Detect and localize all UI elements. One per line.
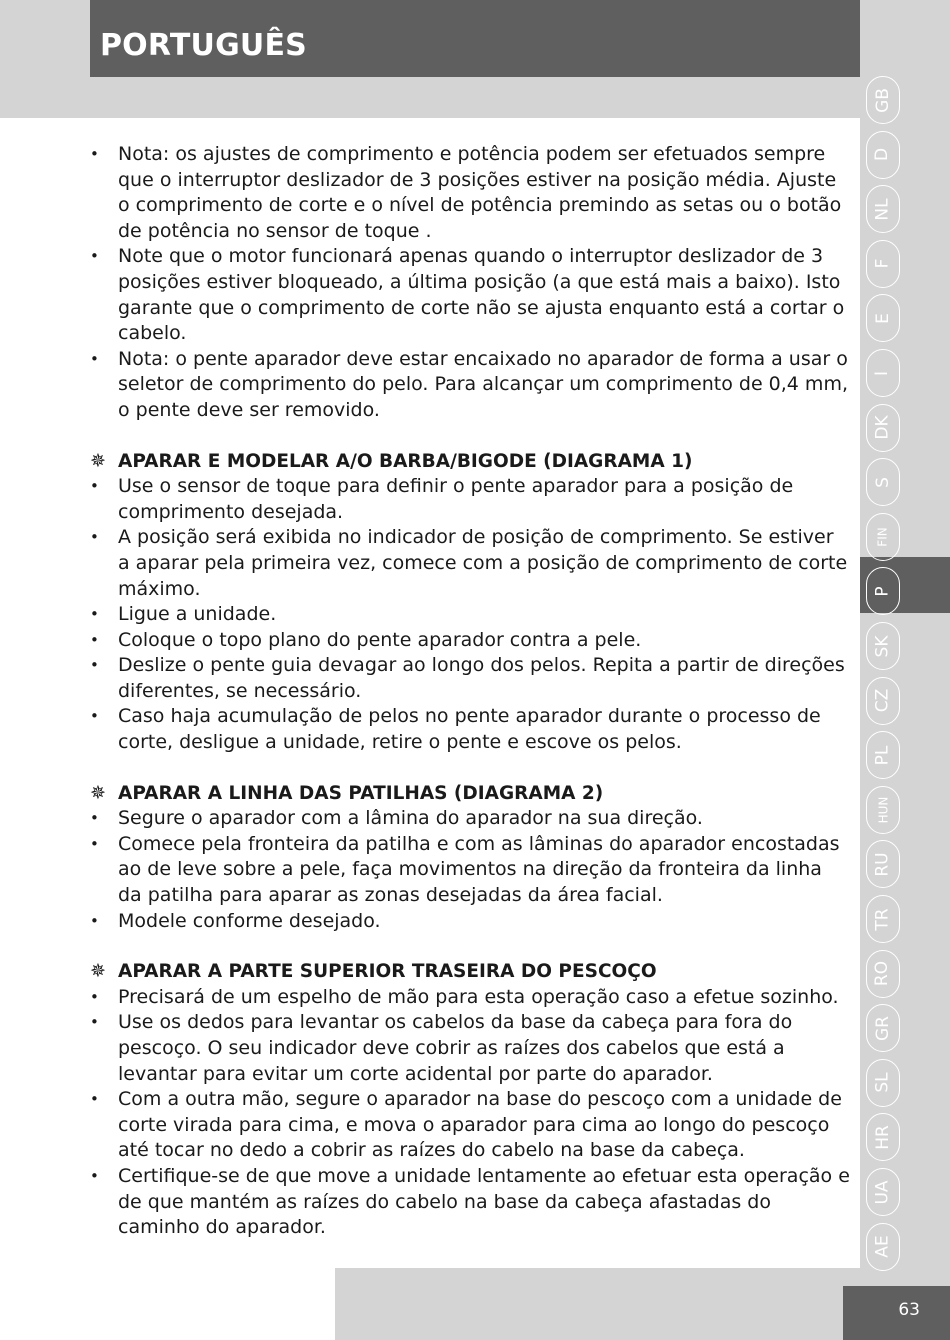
language-tab-label: D <box>872 148 893 162</box>
language-tab-label: SK <box>872 635 893 657</box>
section-heading <box>90 959 850 985</box>
language-tab-label: NL <box>872 198 893 221</box>
bullet-item: • Ligue a unidade. <box>90 602 850 628</box>
language-tab-label: FIN <box>875 527 890 547</box>
section-heading-text: APARAR E MODELAR A/O BARBA/BIGODE (DIAGRAMA 1) <box>118 450 693 472</box>
language-tab-e[interactable] <box>866 294 900 342</box>
language-tab-label: S <box>872 476 893 488</box>
bullet-item: • Nota: o pente aparador deve estar encaixado no aparador de forma a usar o seletor de comprimento do pelo. Para alcançar um comprimento de 0,4 mm, o pente deve ser removido. <box>90 347 850 424</box>
sun-icon: ✵ <box>90 449 106 472</box>
bullet-item: • Caso haja acumulação de pelos no pente aparador durante o processo de corte, desligue a unidade, retire o pente e escove os pelos. <box>90 704 850 755</box>
language-tab-label: CZ <box>872 688 893 713</box>
language-tab-i[interactable] <box>866 349 900 397</box>
language-tab-nl[interactable] <box>866 185 900 233</box>
bullet-item: • Modele conforme desejado. <box>90 909 850 935</box>
bullet-item: • Certifique-se de que move a unidade lentamente ao efetuar esta operação e de que mantém as raízes do cabelo na base da cabeça afastadas do caminho do aparador. <box>90 1164 850 1241</box>
bullet-item: • Deslize o pente guia devagar ao longo dos pelos. Repita a partir de direções diferentes, se necessário. <box>90 653 850 704</box>
page-number-box <box>843 1286 950 1340</box>
bullet-item: • Segure o aparador com a lâmina do aparador na sua direção. <box>90 806 850 832</box>
language-tab-ua[interactable] <box>866 1168 900 1216</box>
sun-icon: ✵ <box>90 781 106 804</box>
section <box>90 959 850 1241</box>
language-tab-label: E <box>872 313 893 324</box>
bullet-item: • Note que o motor funcionará apenas quando o interruptor deslizador de 3 posições estiver bloqueado, a última posição (a que está mais a baixo). Isto garante que o comprimento de corte não se ajusta enquanto está a cortar o cabelo. <box>90 244 850 346</box>
language-tab-label: DK <box>872 415 893 440</box>
language-tab-ru[interactable] <box>866 840 900 888</box>
language-tab-tr[interactable] <box>866 895 900 943</box>
language-tab-label: P <box>872 586 893 597</box>
language-tab-gr[interactable] <box>866 1004 900 1052</box>
language-tab-fin[interactable] <box>866 513 900 561</box>
section-heading-text: APARAR A LINHA DAS PATILHAS (DIAGRAMA 2) <box>118 782 604 804</box>
section <box>90 781 850 935</box>
section-bullets <box>90 806 850 934</box>
language-tab-label: UA <box>872 1179 893 1205</box>
language-tab-s[interactable] <box>866 458 900 506</box>
section-heading-text: APARAR A PARTE SUPERIOR TRASEIRA DO PESCOÇO <box>118 961 657 983</box>
section-heading <box>90 781 850 807</box>
bullet-item: • Com a outra mão, segure o aparador na base do pescoço com a unidade de corte virada para cima, e mova o aparador para cima ao longo do pescoço até tocar no dedo a cobrir as raízes do cabelo na base da cabeça. <box>90 1087 850 1164</box>
language-tab-ae[interactable] <box>866 1223 900 1271</box>
language-tab-ro[interactable] <box>866 950 900 998</box>
language-tab-label: GB <box>872 87 893 113</box>
language-tab-label: I <box>872 370 893 376</box>
bullet-item: • A posição será exibida no indicador de posição de comprimento. Se estiver a aparar pela primeira vez, comece com a posição de comprimento de corte máximo. <box>90 525 850 602</box>
bullet-item: • Comece pela fronteira da patilha e com as lâminas do aparador encostadas ao de leve sobre a pele, faça movimentos na direção da fronteira da linha da patilha para aparar as zonas desejadas da área facial. <box>90 832 850 909</box>
language-tab-label: RU <box>872 852 893 877</box>
page-number: 63 <box>898 1300 920 1320</box>
language-tab-cz[interactable] <box>866 677 900 725</box>
language-tab-label: GR <box>872 1015 893 1041</box>
section <box>90 449 850 756</box>
page-title: PORTUGUÊS <box>100 28 307 63</box>
language-tab-label: F <box>872 258 893 269</box>
language-tab-dk[interactable] <box>866 404 900 452</box>
bullet-item: • Use o sensor de toque para definir o pente aparador para a posição de comprimento desejada. <box>90 474 850 525</box>
language-tab-d[interactable] <box>866 131 900 179</box>
language-tabs <box>862 72 906 1288</box>
bullet-item: • Coloque o topo plano do pente aparador contra a pele. <box>90 628 850 654</box>
language-tab-label: TR <box>872 907 893 931</box>
section-bullets <box>90 474 850 756</box>
language-tab-label: AE <box>872 1235 893 1258</box>
language-tab-gb[interactable] <box>866 76 900 124</box>
language-tab-sk[interactable] <box>866 622 900 670</box>
section-bullets <box>90 985 850 1241</box>
intro-notes <box>90 142 850 424</box>
language-tab-p[interactable] <box>866 567 900 615</box>
manual-content <box>90 142 850 1241</box>
section-heading <box>90 449 850 475</box>
language-tab-label: PL <box>872 745 893 766</box>
bullet-item: • Precisará de um espelho de mão para esta operação caso a efetue sozinho. <box>90 985 850 1011</box>
language-tab-label: HR <box>872 1125 893 1150</box>
language-tab-label: RO <box>872 960 893 987</box>
language-tab-label: HUN <box>875 796 890 824</box>
language-tab-sl[interactable] <box>866 1059 900 1107</box>
bullet-item: • Nota: os ajustes de comprimento e potência podem ser efetuados sempre que o interruptor deslizador de 3 posições estiver na posição média. Ajuste o comprimento de corte e o nível de potência premindo as setas ou o botão de potência no sensor de toque . <box>90 142 850 244</box>
language-tab-hun[interactable] <box>866 786 900 834</box>
language-tab-label: SL <box>872 1072 893 1093</box>
language-tab-f[interactable] <box>866 240 900 288</box>
language-tab-pl[interactable] <box>866 731 900 779</box>
language-tab-hr[interactable] <box>866 1113 900 1161</box>
header-bar <box>90 0 860 77</box>
bullet-item: • Use os dedos para levantar os cabelos da base da cabeça para fora do pescoço. O seu indicador deve cobrir as raízes dos cabelos que está a levantar para evitar um corte acidental por parte do aparador. <box>90 1010 850 1087</box>
sun-icon: ✵ <box>90 960 106 983</box>
